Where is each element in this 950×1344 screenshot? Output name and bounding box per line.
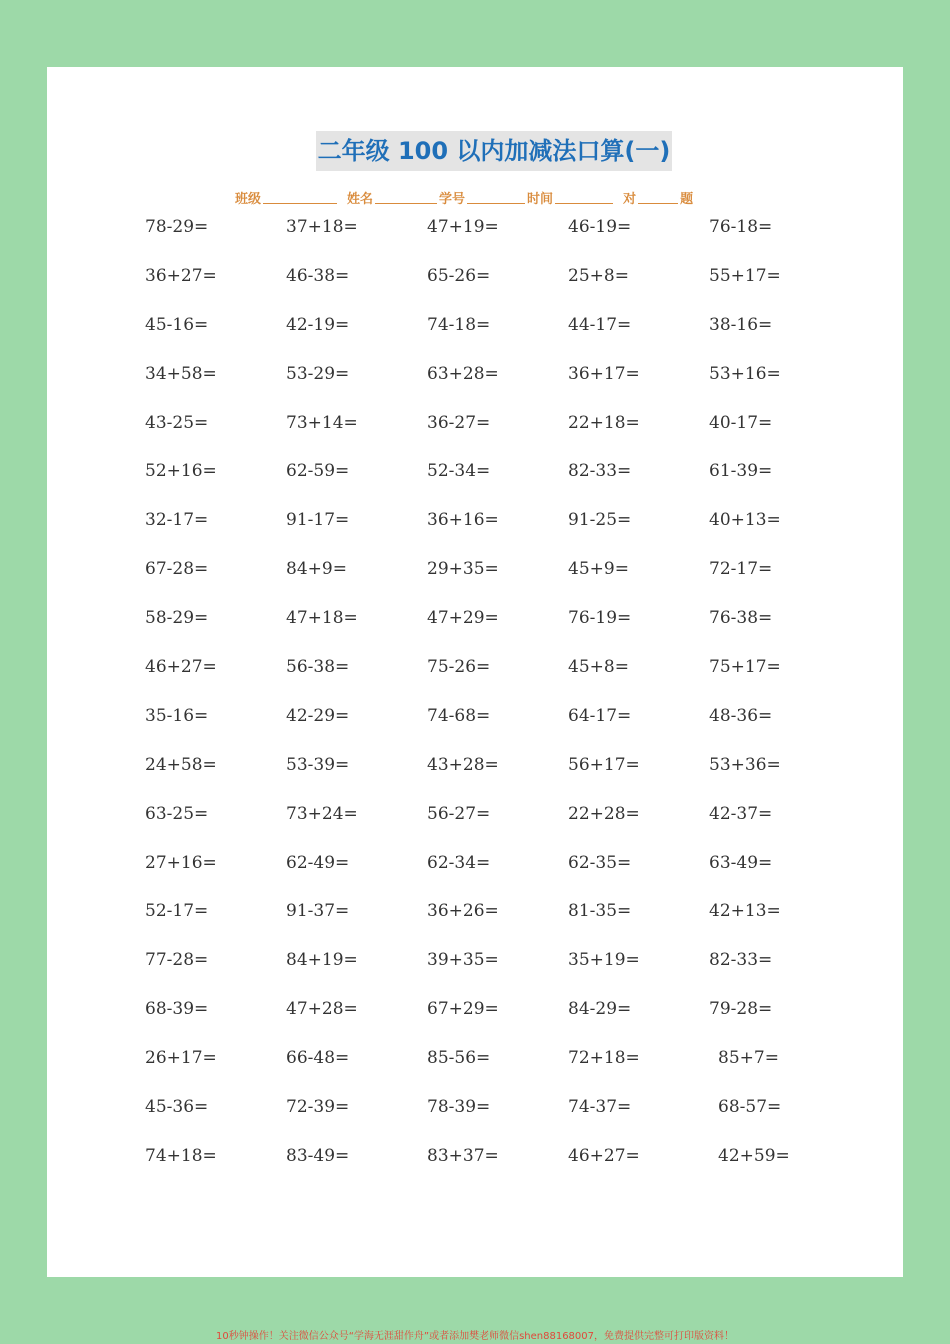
problem-cell: 62-49= xyxy=(286,852,350,873)
problem-cell: 38-16= xyxy=(709,314,773,335)
problem-cell: 46+27= xyxy=(568,1145,640,1166)
problem-cell: 47+18= xyxy=(286,608,358,629)
student-info-line xyxy=(235,185,693,207)
problem-cell: 91-37= xyxy=(286,901,350,922)
class-blank xyxy=(263,189,337,204)
problem-cell: 67+29= xyxy=(427,999,499,1020)
problem-cell: 53-39= xyxy=(286,754,350,775)
problem-cell: 56+17= xyxy=(568,754,640,775)
problem-cell: 79-28= xyxy=(709,999,773,1020)
problem-cell: 53+36= xyxy=(709,754,781,775)
problem-cell: 76-18= xyxy=(709,217,773,237)
problem-cell: 55+17= xyxy=(709,265,781,286)
problem-cell: 84+19= xyxy=(286,950,358,971)
problem-cell: 45-16= xyxy=(145,314,209,335)
problem-cell: 46-19= xyxy=(568,217,632,237)
problem-cell: 35+19= xyxy=(568,950,640,971)
problem-cell: 62-35= xyxy=(568,852,632,873)
problem-cell: 32-17= xyxy=(145,510,209,531)
problem-cell: 83+37= xyxy=(427,1145,499,1166)
questions-label: 题 xyxy=(680,192,694,207)
problem-cell: 37+18= xyxy=(286,217,358,237)
problem-cell: 46+27= xyxy=(145,657,217,678)
problem-cell: 61-39= xyxy=(709,461,773,482)
problem-cell: 72-39= xyxy=(286,1097,350,1118)
problem-cell: 52+16= xyxy=(145,461,217,482)
problem-cell: 63-25= xyxy=(145,803,209,824)
problem-cell: 83-49= xyxy=(286,1145,350,1166)
problem-cell: 36-27= xyxy=(427,412,491,433)
problem-row xyxy=(145,706,845,755)
problem-cell: 66-48= xyxy=(286,1048,350,1069)
correct-label: 对 xyxy=(623,192,637,207)
problem-cell: 45-36= xyxy=(145,1097,209,1118)
worksheet-page xyxy=(47,67,903,1277)
problem-cell: 43-25= xyxy=(145,412,209,433)
problem-row xyxy=(145,413,845,462)
problem-cell: 78-39= xyxy=(427,1097,491,1118)
problem-row xyxy=(145,364,845,413)
problem-cell: 45+8= xyxy=(568,657,629,678)
problem-cell: 76-38= xyxy=(709,608,773,629)
problem-row xyxy=(145,950,845,999)
problem-cell: 62-34= xyxy=(427,852,491,873)
problem-row xyxy=(145,266,845,315)
problem-cell: 64-17= xyxy=(568,705,632,726)
problem-cell: 22+28= xyxy=(568,803,640,824)
problem-cell: 76-19= xyxy=(568,608,632,629)
problem-cell: 91-25= xyxy=(568,510,632,531)
problem-cell: 25+8= xyxy=(568,265,629,286)
problem-cell: 52-17= xyxy=(145,901,209,922)
problem-cell: 40+13= xyxy=(709,510,781,531)
problem-cell: 52-34= xyxy=(427,461,491,482)
problem-cell: 68-39= xyxy=(145,999,209,1020)
problem-cell: 35-16= xyxy=(145,705,209,726)
problem-cell: 85-56= xyxy=(427,1048,491,1069)
problem-cell: 68-57= xyxy=(718,1097,782,1118)
problem-cell: 45+9= xyxy=(568,559,629,580)
problem-cell: 74-68= xyxy=(427,705,491,726)
problem-cell: 36+17= xyxy=(568,363,640,384)
problem-row xyxy=(145,1048,845,1097)
problem-cell: 53-29= xyxy=(286,363,350,384)
name-label: 姓名 xyxy=(347,192,374,207)
problem-cell: 36+16= xyxy=(427,510,499,531)
problem-cell: 22+18= xyxy=(568,412,640,433)
problem-cell: 85+7= xyxy=(718,1048,779,1069)
name-blank xyxy=(375,189,437,204)
problem-cell: 82-33= xyxy=(709,950,773,971)
problem-cell: 53+16= xyxy=(709,363,781,384)
problem-cell: 40-17= xyxy=(709,412,773,433)
problem-cell: 63+28= xyxy=(427,363,499,384)
problem-cell: 67-28= xyxy=(145,559,209,580)
problem-cell: 42-37= xyxy=(709,803,773,824)
problem-cell: 78-29= xyxy=(145,217,209,237)
problem-cell: 62-59= xyxy=(286,461,350,482)
problem-cell: 84+9= xyxy=(286,559,347,580)
problem-cell: 48-36= xyxy=(709,705,773,726)
problem-cell: 44-17= xyxy=(568,314,632,335)
correct-blank xyxy=(638,189,678,204)
problem-cell: 47+28= xyxy=(286,999,358,1020)
problem-cell: 73+14= xyxy=(286,412,358,433)
promo-footer: 10秒钟操作！关注微信公众号“学海无涯甜作舟”或者添加樊老师微信shen88168007，免费提供完整可打印版资料！ xyxy=(215,1331,735,1342)
problem-row xyxy=(145,804,845,853)
problem-cell: 56-27= xyxy=(427,803,491,824)
problem-cell: 75+17= xyxy=(709,657,781,678)
problem-cell: 36+26= xyxy=(427,901,499,922)
problem-row xyxy=(145,901,845,950)
time-blank xyxy=(555,189,613,204)
problem-cell: 63-49= xyxy=(709,852,773,873)
number-label: 学号 xyxy=(439,192,466,207)
number-blank xyxy=(467,189,525,204)
problem-cell: 72+18= xyxy=(568,1048,640,1069)
problem-cell: 81-35= xyxy=(568,901,632,922)
problem-cell: 39+35= xyxy=(427,950,499,971)
problem-row xyxy=(145,853,845,902)
problem-cell: 36+27= xyxy=(145,265,217,286)
problem-row xyxy=(145,999,845,1048)
problem-cell: 42+13= xyxy=(709,901,781,922)
problem-row xyxy=(145,1097,845,1146)
problem-row xyxy=(145,657,845,706)
problem-cell: 42+59= xyxy=(718,1145,790,1166)
problem-cell: 42-29= xyxy=(286,705,350,726)
problem-cell: 29+35= xyxy=(427,559,499,580)
problem-cell: 43+28= xyxy=(427,754,499,775)
problem-cell: 27+16= xyxy=(145,852,217,873)
problem-cell: 47+29= xyxy=(427,608,499,629)
problem-row xyxy=(145,461,845,510)
problem-cell: 77-28= xyxy=(145,950,209,971)
problem-row xyxy=(145,510,845,559)
problem-cell: 42-19= xyxy=(286,314,350,335)
problem-cell: 84-29= xyxy=(568,999,632,1020)
problem-cell: 47+19= xyxy=(427,217,499,237)
problem-row xyxy=(145,1146,845,1195)
time-label: 时间 xyxy=(527,192,554,207)
problem-cell: 46-38= xyxy=(286,265,350,286)
class-label: 班级 xyxy=(235,192,262,207)
problem-cell: 82-33= xyxy=(568,461,632,482)
problem-row xyxy=(145,608,845,657)
worksheet-title: 二年级 100 以内加减法口算(一) xyxy=(316,131,672,171)
problem-cell: 91-17= xyxy=(286,510,350,531)
problem-cell: 75-26= xyxy=(427,657,491,678)
problem-cell: 56-38= xyxy=(286,657,350,678)
problem-cell: 72-17= xyxy=(709,559,773,580)
problem-cell: 24+58= xyxy=(145,754,217,775)
problem-row xyxy=(145,217,845,266)
problem-cell: 73+24= xyxy=(286,803,358,824)
problem-row xyxy=(145,755,845,804)
problem-row xyxy=(145,315,845,364)
problem-cell: 34+58= xyxy=(145,363,217,384)
problem-cell: 74+18= xyxy=(145,1145,217,1166)
problem-cell: 65-26= xyxy=(427,265,491,286)
problem-grid xyxy=(145,217,845,1195)
problem-cell: 74-18= xyxy=(427,314,491,335)
problem-cell: 58-29= xyxy=(145,608,209,629)
problem-row xyxy=(145,559,845,608)
problem-cell: 26+17= xyxy=(145,1048,217,1069)
problem-cell: 74-37= xyxy=(568,1097,632,1118)
